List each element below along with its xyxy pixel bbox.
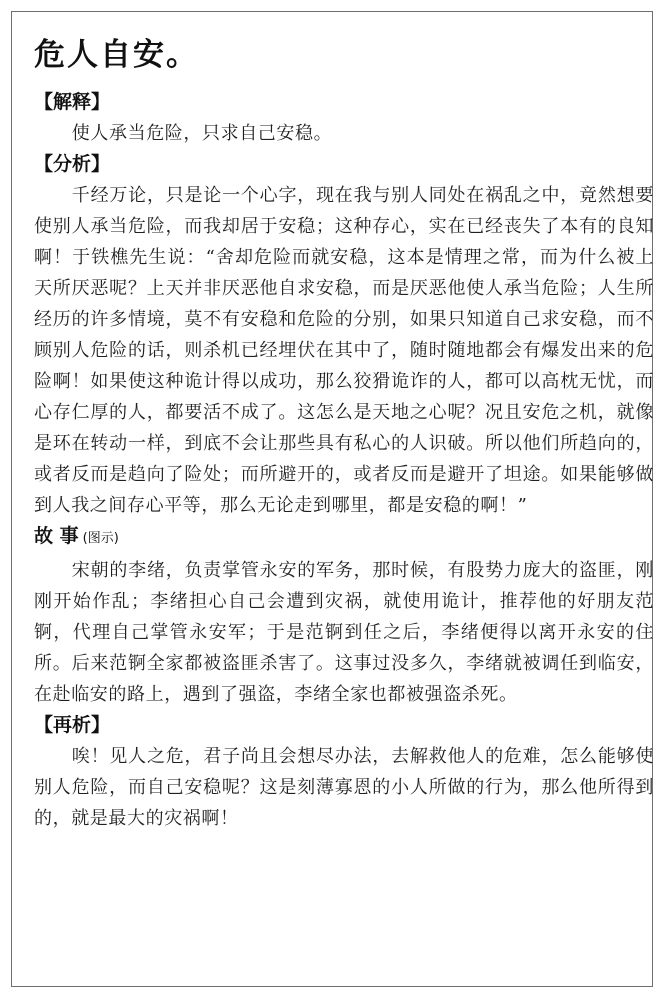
document-body	[34, 32, 654, 835]
reanalysis-heading: 【再析】	[34, 714, 111, 736]
story-heading	[34, 522, 654, 553]
analysis-heading: 【分析】	[34, 153, 111, 175]
story-section	[34, 522, 654, 710]
explanation-heading: 【解释】	[34, 91, 111, 113]
reanalysis-text: 唉！见人之危，君子尚且会想尽办法，去解救他人的危难，怎么能够使别人危险，而自己安稳呢？这是刻薄寡恩的小人所做的行为，那么他所得到的，就是最大的灾祸啊！	[34, 746, 654, 829]
page-title: 危人自安。	[34, 37, 199, 73]
story-heading-label: 故 事	[34, 525, 79, 547]
explanation-section	[34, 88, 654, 149]
story-text: 宋朝的李绪，负责掌管永安的军务，那时候，有股势力庞大的盗匪，刚刚开始作乱；李绪担心自己会遭到灾祸，就使用诡计，推荐他的好朋友范锕，代理自己掌管永安军；于是范锕到任之后，李绪便得以离开永安的住所。后来范锕全家都被盗匪杀害了。这事过没多久，李绪就被调任到临安，在赴临安的路上，遇到了强盗，李绪全家也都被强盗杀死。	[34, 560, 654, 705]
analysis-text: 千经万论，只是论一个心字，现在我与别人同处在祸乱之中，竟然想要使别人承当危险，而我却居于安稳；这种存心，实在已经丧失了本有的良知啊！于铁樵先生说：“舍却危险而就安稳，这本是情理之常，而为什么被上天所厌恶呢？上天并非厌恶他自求安稳，而是厌恶他使人承当危险；人生所经历的许多情境，莫不有安稳和危险的分别，如果只知道自己求安稳，而不顾别人危险的话，则杀机已经埋伏在其中了，随时随地都会有爆发出来的危险啊！如果使这种诡计得以成功，那么狡猾诡诈的人，都可以高枕无忧，而心存仁厚的人，都要活不成了。这怎么是天地之心呢？况且安危之机，就像是环在转动一样，到底不会让那些具有私心的人识破。所以他们所趋向的，或者反而是趋向了险处；而所避开的，或者反而是避开了坦途。如果能够做到人我之间存心平等，那么无论走到哪里，都是安稳的啊！”	[34, 185, 654, 516]
story-heading-note: (图示)	[82, 531, 119, 546]
analysis-section	[34, 150, 654, 521]
explanation-text: 使人承当危险，只求自己安稳。	[71, 123, 333, 144]
reanalysis-section	[34, 711, 654, 834]
page-frame	[11, 11, 653, 987]
